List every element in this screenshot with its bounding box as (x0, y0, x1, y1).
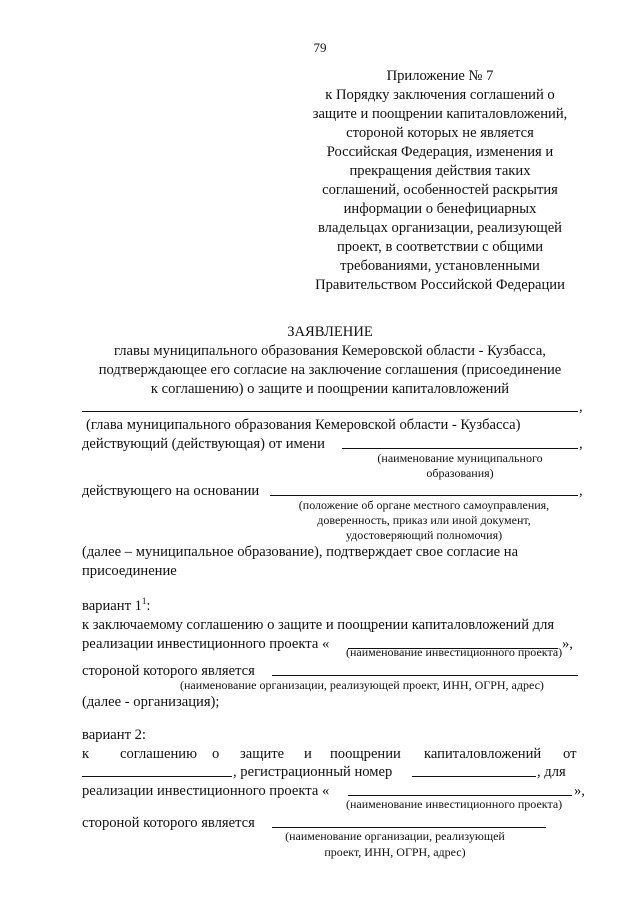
org-caption: (наименование организации, реализующей (285, 829, 505, 843)
consent-text: присоединение (82, 563, 177, 579)
consent-text: (далее – муниципальное образование), подтверждает свое согласие на (82, 544, 519, 560)
variant2-word: соглашению (120, 746, 198, 762)
appendix-line: Российская Федерация, изменения и (326, 144, 554, 160)
variant2-project-prefix: реализации инвестиционного проекта « (82, 783, 330, 799)
reg-number-label: , регистрационный номер (233, 764, 393, 780)
document-title: ЗАЯВЛЕНИЕ (287, 324, 373, 340)
basis-field[interactable] (270, 495, 578, 496)
variant1-org-field[interactable] (272, 675, 578, 676)
variant2-project-field[interactable] (348, 795, 572, 796)
quote-close: », (574, 783, 585, 799)
municipality-caption: образования) (426, 466, 494, 480)
heading-line: к соглашению) о защите и поощрении капиталовложений (150, 381, 510, 397)
basis-label: действующего на основании (82, 483, 260, 499)
comma: , (579, 483, 583, 499)
basis-caption: доверенность, приказ или иной документ, (317, 513, 531, 527)
appendix-line: проект, в соответствии с общими (336, 239, 544, 255)
head-caption: (глава муниципального образования Кемеровской области - Кузбасса) (86, 417, 521, 433)
variant2-word: капиталовложений (424, 746, 542, 762)
org-caption: (наименование организации, реализующей проект, ИНН, ОГРН, адрес) (180, 678, 544, 692)
page-number: 79 (313, 40, 327, 55)
heading-line: подтверждающее его согласие на заключение соглашения (присоединение (98, 362, 562, 378)
variant2-word: к (82, 746, 90, 762)
quote-close: », (562, 636, 573, 652)
appendix-line: Правительством Российской Федерации (315, 277, 565, 293)
municipality-name-field[interactable] (342, 448, 578, 449)
agreement-date-field[interactable] (82, 776, 232, 777)
variant2-word: о (212, 746, 220, 762)
appendix-line: владельцах организации, реализующей (317, 220, 562, 236)
variant2-word: и (304, 746, 312, 762)
variant2-title: вариант 2: (82, 727, 146, 743)
appendix-line: прекращения действия таких (349, 163, 531, 179)
acting-label: действующий (действующая) от имени (82, 436, 325, 452)
basis-caption: удостоверяющий полномочия) (345, 528, 503, 542)
municipality-caption: (наименование муниципального (377, 451, 543, 465)
variant2-word: защите (240, 746, 285, 762)
appendix-line: защите и поощрении капиталовложений, (312, 106, 568, 122)
party-label: стороной которого является (82, 815, 255, 831)
appendix-line: требованиями, установленными (340, 258, 540, 274)
project-caption: (наименование инвестиционного проекта) (346, 797, 563, 811)
appendix-line: к Порядку заключения соглашений о (325, 87, 555, 103)
heading-line: главы муниципального образования Кемеровской области - Кузбасса, (114, 343, 546, 359)
project-caption: (наименование инвестиционного проекта) (346, 645, 563, 659)
appendix-line: стороной которых не является (346, 125, 534, 141)
variant2-word: поощрении (330, 746, 401, 762)
org-caption: проект, ИНН, ОГРН, адрес) (324, 845, 466, 859)
variant1-text: к заключаемому соглашению о защите и поощрении капиталовложений для (82, 617, 555, 633)
comma: , (579, 399, 583, 415)
reg-for: , для (537, 764, 566, 780)
basis-caption: (положение об органе местного самоуправления, (298, 498, 550, 512)
reg-number-field[interactable] (412, 776, 536, 777)
variant2-word: от (563, 746, 577, 762)
variant1-after: (далее - организация); (82, 694, 220, 710)
footnote-marker[interactable]: 1 (141, 596, 147, 607)
appendix-line: информации о бенефициарных (343, 201, 537, 217)
variant2-org-field[interactable] (272, 827, 546, 828)
head-name-field[interactable] (82, 411, 578, 412)
comma: , (579, 436, 583, 452)
party-label: стороной которого является (82, 663, 255, 679)
appendix-line: Приложение № 7 (386, 68, 494, 84)
variant1-title: вариант $1^1$: (82, 596, 151, 614)
appendix-line: соглашений, особенностей раскрытия (322, 182, 558, 198)
variant1-project-prefix: реализации инвестиционного проекта « (82, 636, 330, 652)
